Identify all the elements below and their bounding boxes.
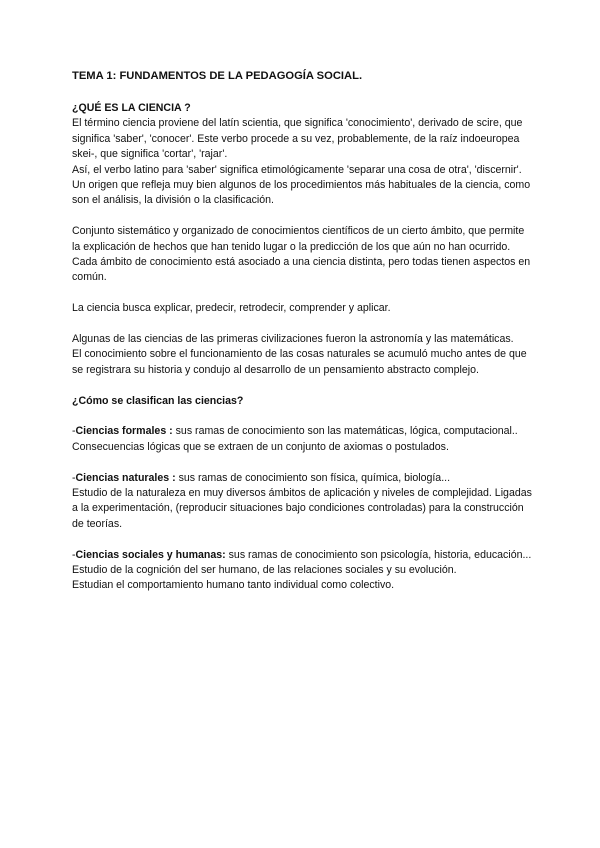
section-heading-clasificacion: ¿Cómo se clasifican las ciencias? — [72, 394, 244, 407]
spacer — [72, 455, 532, 470]
spacer — [72, 532, 532, 547]
detail-sociales-1: Estudio de la cognición del ser humano, de las relaciones sociales y su evolución. — [72, 564, 457, 577]
paragraph-purpose: La ciencia busca explicar, predecir, retrodecir, comprender y aplicar. — [72, 302, 391, 315]
item-label-formales: Ciencias formales : — [75, 425, 173, 438]
item-text-naturales: sus ramas de conocimiento son física, química, biología... — [175, 471, 451, 484]
item-label-sociales: Ciencias sociales y humanas: — [75, 548, 226, 561]
spacer — [72, 409, 532, 424]
page-title: TEMA 1: FUNDAMENTOS DE LA PEDAGOGÍA SOCIAL. — [72, 70, 363, 82]
paragraph-etymology: El término ciencia proviene del latín scientia, que significa 'conocimiento', derivado de scire, que significa 'saber', 'conocer'. Este verbo procede a su vez, probablemente, de la raíz indoeuropea skei-, que significa 'cortar', 'rajar'. — [72, 117, 523, 161]
paragraph-knowledge-history: El conocimiento sobre el funcionamiento de las cosas naturales se acumuló mucho antes de que se registrara su historia y condujo al desarrollo de un pensamiento abstracto complejo. — [72, 348, 527, 376]
item-ciencias-naturales — [72, 471, 532, 486]
paragraph-latin-verb: Así, el verbo latino para 'saber' significa etimológicamente 'separar una cosa de otra', 'discernir'. Un origen que refleja muy bien algunos de los procedimientos más habituales de la ciencia, como son el análisis, la división o la clasificación. — [72, 163, 531, 207]
spacer — [72, 378, 532, 393]
detail-naturales: Estudio de la naturaleza en muy diversos ámbitos de aplicación y niveles de complejidad. Ligadas a la experimentación, (reproducir situaciones bajo condiciones controladas) para la construcción de teorías. — [72, 487, 532, 530]
paragraph-definition: Conjunto sistemático y organizado de conocimientos científicos de un cierto ámbito, que permite la explicación de hechos que han tenido lugar o la predicción de los que aún no han ocurrido. Cada ámbito de conocimiento está asociado a una ciencia distinta, pero todas tienen aspectos en común. — [72, 225, 531, 284]
item-ciencias-sociales — [72, 548, 532, 563]
item-text-sociales: sus ramas de conocimiento son psicología, historia, educación... — [225, 548, 532, 561]
spacer — [72, 286, 532, 301]
item-text-formales: sus ramas de conocimiento son las matemáticas, lógica, computacional.. — [172, 425, 518, 438]
item-prefix: - — [72, 548, 76, 561]
item-label-naturales: Ciencias naturales : — [75, 471, 176, 484]
item-prefix: - — [72, 425, 76, 438]
section-heading-que-es-la-ciencia: ¿QUÉ ES LA CIENCIA ? — [72, 102, 191, 114]
spacer — [72, 317, 532, 332]
item-prefix: - — [72, 471, 76, 484]
item-ciencias-formales — [72, 424, 532, 439]
spacer — [72, 209, 532, 224]
detail-formales: Consecuencias lógicas que se extraen de un conjunto de axiomas o postulados. — [72, 440, 449, 453]
paragraph-early-sciences: Algunas de las ciencias de las primeras civilizaciones fueron la astronomía y las matemáticas. — [72, 333, 514, 346]
document-page — [72, 68, 532, 594]
detail-sociales-2: Estudian el comportamiento humano tanto individual como colectivo. — [72, 579, 395, 592]
